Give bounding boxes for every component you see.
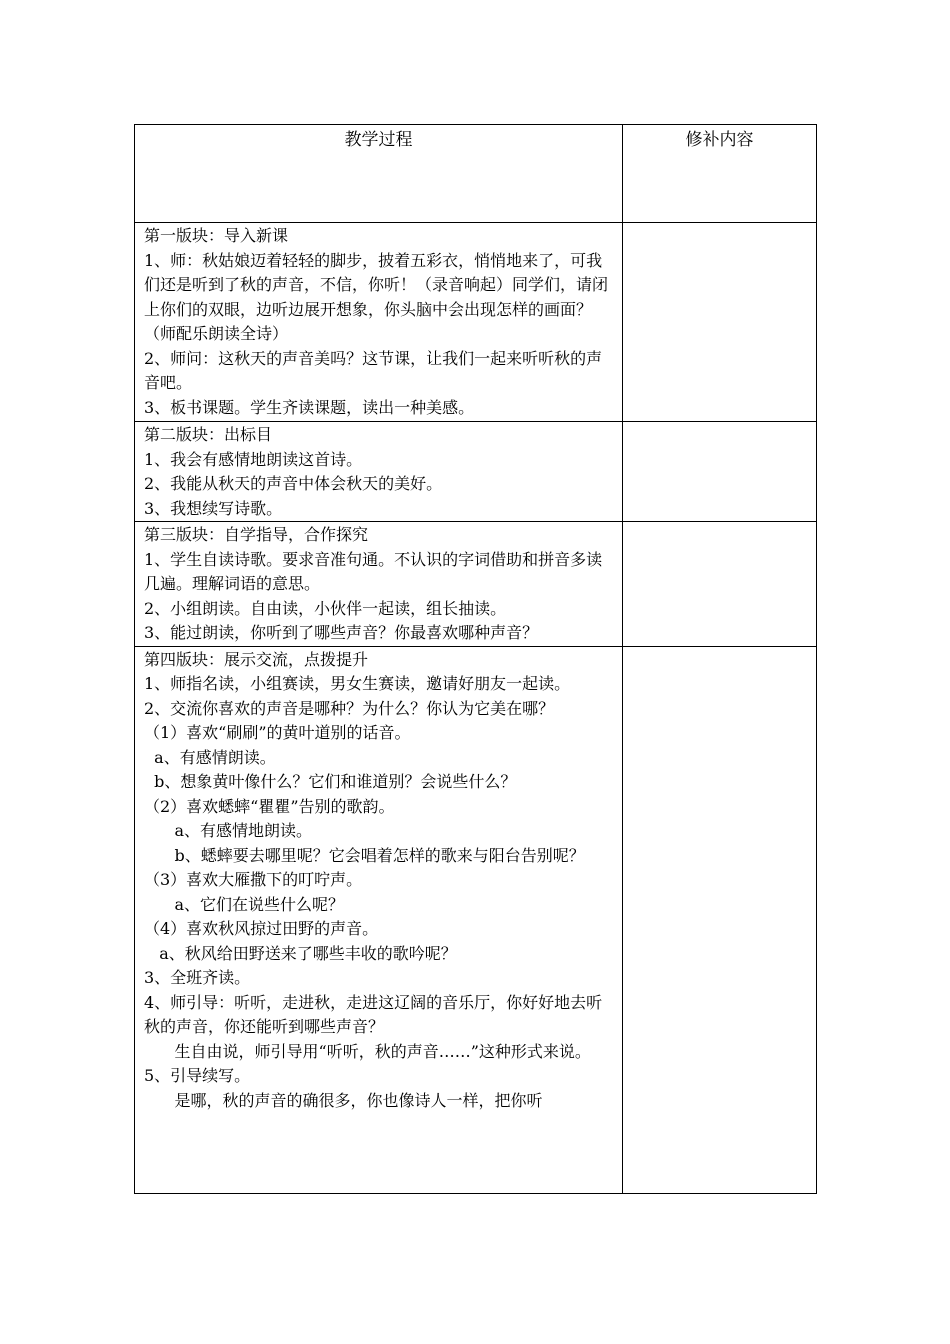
- header-revision-notes: 修补内容: [623, 125, 817, 223]
- section-4-line: a、它们在说些什么呢？: [144, 894, 345, 914]
- section-3-line: 3、能过朗读，你听到了哪些声音？你最喜欢哪种声音？: [144, 623, 539, 642]
- section-4-line: （2）喜欢蟋蟀“瞿瞿”告别的歌韵。: [144, 796, 395, 816]
- section-4-line: 1、师指名读，小组赛读，男女生赛读，邀请好朋友一起读。: [144, 674, 571, 693]
- notes-cell-3: [623, 522, 817, 647]
- process-cell-3: [135, 522, 623, 647]
- process-cell-2: [135, 422, 623, 522]
- section-4-line: b、蟋蟀要去哪里呢？它会唱着怎样的歌来与阳台告别呢？: [144, 845, 585, 865]
- section-2-line: 3、我想续写诗歌。: [144, 498, 283, 518]
- notes-cell-1: [623, 223, 817, 422]
- section-row-3: [135, 522, 817, 647]
- section-2-line: 1、我会有感情地朗读这首诗。: [144, 449, 363, 469]
- section-4-title: 第四版块：展示交流，点拨提升: [144, 649, 369, 669]
- section-2-line: 2、我能从秋天的声音中体会秋天的美好。: [144, 474, 443, 493]
- notes-cell-4: [623, 646, 817, 1193]
- process-cell-1: [135, 223, 623, 422]
- table-header-row: [135, 125, 817, 223]
- section-4-line: a、有感情朗读。: [144, 747, 276, 767]
- section-row-2: [135, 422, 817, 522]
- section-1-line: 3、板书课题。学生齐读课题，读出一种美感。: [144, 397, 475, 417]
- section-4-line: 5、引导续写。: [144, 1066, 251, 1085]
- section-2-title: 第二版块：出标目: [144, 425, 273, 444]
- section-4-line: 生自由说，师引导用“听听，秋的声音……”这种形式来说。: [144, 1041, 591, 1061]
- section-row-1: [135, 223, 817, 422]
- section-4-line: （4）喜欢秋风掠过田野的声音。: [144, 919, 379, 938]
- notes-cell-2: [623, 422, 817, 522]
- section-4-line: （1）喜欢“刷刷”的黄叶道别的话音。: [144, 723, 411, 742]
- section-4-line: （3）喜欢大雁撒下的叮咛声。: [144, 870, 363, 889]
- lesson-plan-table: [134, 124, 817, 1194]
- section-row-4: [135, 646, 817, 1193]
- section-4-line: b、想象黄叶像什么？它们和谁道别？会说些什么？: [144, 772, 517, 791]
- section-4-line: 2、交流你喜欢的声音是哪种？为什么？你认为它美在哪？: [144, 698, 555, 718]
- section-1-line: 1、师：秋姑娘迈着轻轻的脚步，披着五彩衣，悄悄地来了，可我们还是听到了秋的声音，不信，你听！（录音响起）同学们，请闭上你们的双眼，边听边展开想象，你头脑中会出现怎样的画面？（师配乐朗读全诗）: [144, 250, 609, 343]
- section-4-line: a、有感情地朗读。: [144, 821, 313, 840]
- section-1-line: 2、师问：这秋天的声音美吗？这节课，让我们一起来听听秋的声音吧。: [144, 348, 603, 392]
- section-3-line: 2、小组朗读。自由读，小伙伴一起读，组长抽读。: [144, 598, 507, 618]
- section-4-line: 是哪，秋的声音的确很多，你也像诗人一样，把你听: [144, 1090, 543, 1110]
- section-3-line: 1、学生自读诗歌。要求音准句通。不认识的字词借助和拼音多读几遍。理解词语的意思。: [144, 549, 603, 593]
- header-teaching-process: 教学过程: [135, 125, 623, 223]
- section-4-line: a、秋风给田野送来了哪些丰收的歌吟呢？: [144, 943, 457, 963]
- section-4-line: 4、师引导：听听，走进秋，走进这辽阔的音乐厅，你好好地去听秋的声音，你还能听到哪些声音？: [144, 992, 603, 1036]
- section-3-title: 第三版块：自学指导，合作探究: [144, 525, 369, 544]
- process-cell-4: [135, 646, 623, 1193]
- section-4-line: 3、全班齐读。: [144, 968, 251, 987]
- section-1-title: 第一版块：导入新课: [144, 226, 289, 245]
